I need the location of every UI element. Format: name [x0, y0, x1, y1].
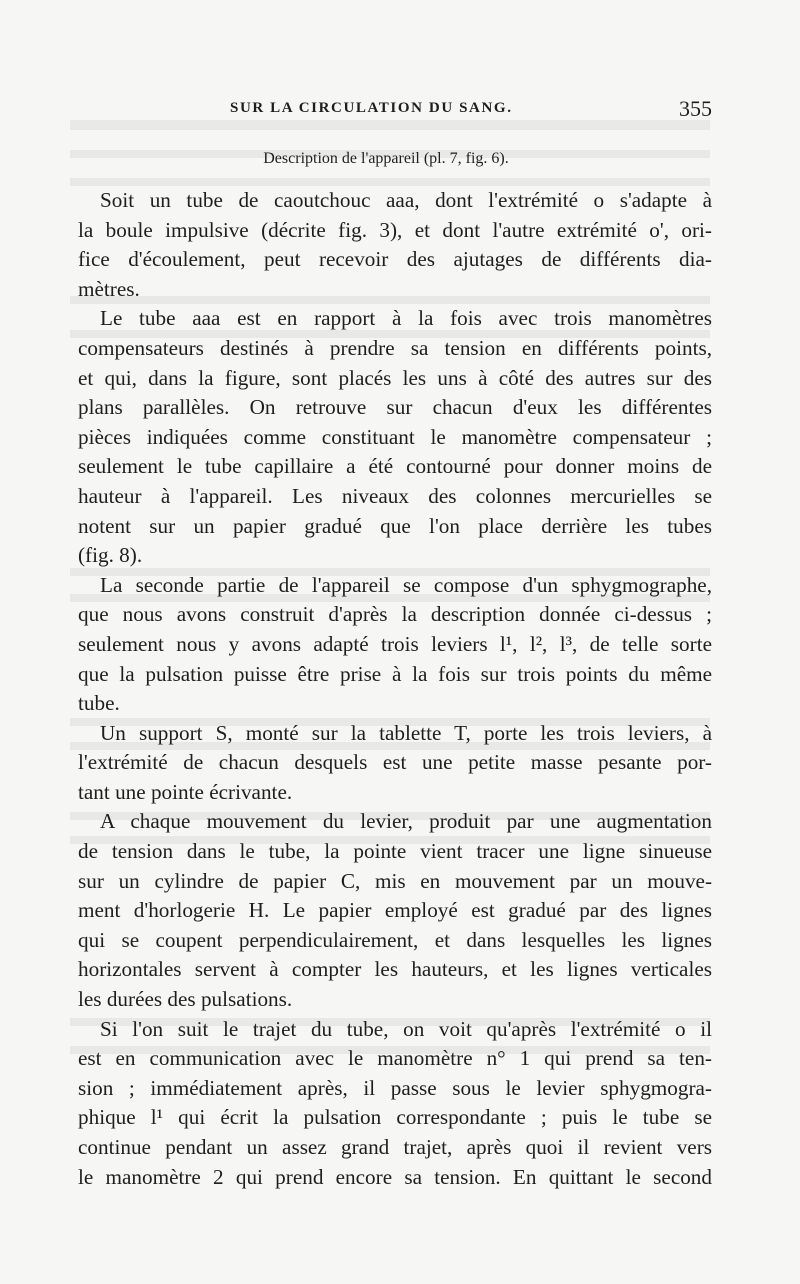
- text-line: A chaque mouvement du levier, produit par une augmentation: [100, 809, 712, 834]
- text-line: que nous avons construit d'après la description donnée ci-dessus ;: [78, 602, 712, 627]
- text-line: pièces indiquées comme constituant le manomètre compensateur ;: [78, 424, 712, 449]
- page-number: 355: [679, 96, 712, 121]
- text-line: compensateurs destinés à prendre sa tension en différents points,: [78, 335, 712, 360]
- text-line: la boule impulsive (décrite fig. 3), et dont l'autre extrémité o', ori-: [78, 217, 712, 242]
- text-line: horizontales servent à compter les hauteurs, et les lignes verticales: [78, 957, 712, 982]
- text-line: hauteur à l'appareil. Les niveaux des colonnes mercurielles se: [78, 483, 712, 508]
- text-line: l'extrémité de chacun desquels est une petite masse pesante por-: [78, 750, 712, 775]
- text-line: Si l'on suit le trajet du tube, on voit qu'après l'extrémité o il: [100, 1016, 712, 1041]
- text-line: sion ; immédiatement après, il passe sous le levier sphygmogra-: [78, 1075, 712, 1100]
- text-line: plans parallèles. On retrouve sur chacun d'eux les différentes: [78, 395, 712, 420]
- text-line: phique l¹ qui écrit la pulsation correspondante ; puis le tube se: [78, 1105, 712, 1130]
- text-line: les durées des pulsations.: [78, 987, 293, 1012]
- text-line: Un support S, monté sur la tablette T, porte les trois leviers, à: [100, 720, 712, 745]
- text-line: tube.: [78, 691, 120, 716]
- text-line: continue pendant un assez grand trajet, après quoi il revient vers: [78, 1135, 712, 1159]
- text-line: mètres.: [78, 276, 140, 301]
- text-line: Le tube aaa est en rapport à la fois avec trois manomètres: [100, 306, 712, 331]
- text-line: notent sur un papier gradué que l'on place derrière les tubes: [78, 513, 712, 538]
- text-line: seulement nous y avons adapté trois leviers l¹, l², l³, de telle sorte: [78, 631, 712, 656]
- text-line: tant une pointe écrivante.: [78, 779, 293, 804]
- text-line: de tension dans le tube, la pointe vient tracer une ligne sinueuse: [78, 839, 712, 864]
- text-line: fice d'écoulement, peut recevoir des ajutages de différents dia-: [78, 247, 712, 272]
- text-line: sur un cylindre de papier C, mis en mouvement par un mouve-: [78, 868, 712, 893]
- text-line: Soit un tube de caoutchouc aaa, dont l'extrémité o s'adapte à: [100, 188, 712, 212]
- text-line: que la pulsation puisse être prise à la fois sur trois points du même: [78, 661, 712, 686]
- text-line: seulement le tube capillaire a été contourné pour donner moins de: [78, 454, 712, 479]
- section-caption: Description de l'appareil (pl. 7, fig. 6).: [263, 150, 509, 167]
- text-line: La seconde partie de l'appareil se compose d'un sphygmographe,: [100, 572, 712, 597]
- text-line: ment d'horlogerie H. Le papier employé est gradué par des lignes: [78, 898, 712, 923]
- running-title: SUR LA CIRCULATION DU SANG.: [230, 100, 513, 116]
- text-line: qui se coupent perpendiculairement, et dans lesquelles les lignes: [78, 927, 712, 952]
- text-line: est en communication avec le manomètre n° 1 qui prend sa ten-: [78, 1046, 712, 1071]
- running-head: [60, 96, 712, 122]
- body-text: [78, 186, 712, 1192]
- text-line: et qui, dans la figure, sont placés les uns à côté des autres sur des: [78, 365, 712, 390]
- text-line: le manomètre 2 qui prend encore sa tension. En quittant le second: [78, 1164, 712, 1189]
- text-line: (fig. 8).: [78, 543, 143, 568]
